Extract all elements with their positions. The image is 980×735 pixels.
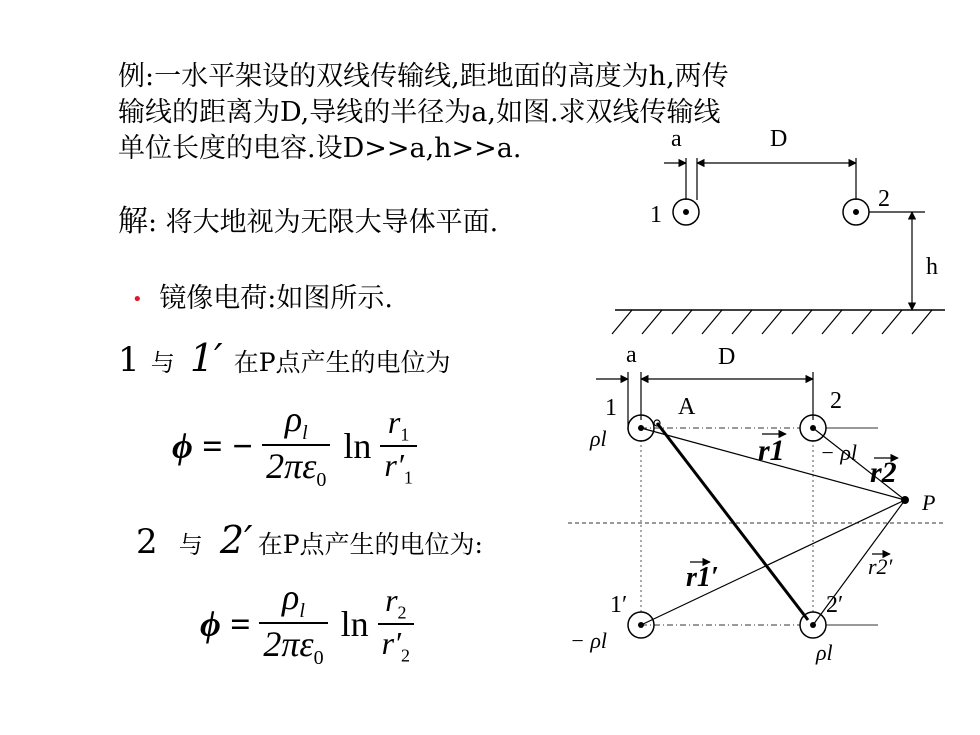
eq1-r-num-sub: 1: [400, 423, 410, 444]
top-label-h: h: [926, 254, 938, 280]
bot-label-P: P: [922, 490, 936, 515]
eq2-r-den-sub: 2: [401, 645, 411, 666]
ground-hatch-mark: [912, 310, 932, 334]
ground-hatch-mark: [762, 310, 782, 334]
ground-hatch-mark: [642, 310, 662, 334]
solution-label: 解: [118, 204, 148, 239]
eq1-num: ρ: [284, 399, 303, 439]
eq1-den-sub: 0: [316, 469, 327, 492]
problem-line-3: 单位长度的电容.设D>>a,h>>a.: [118, 133, 522, 164]
bot-label-r1: r1: [758, 434, 785, 467]
eq1-lhs: ϕ = −: [172, 426, 254, 467]
top-wire-2-center: [853, 209, 859, 215]
top-wire-1-center: [683, 209, 689, 215]
eq1-num-sub: l: [302, 422, 308, 445]
top-figure: [612, 126, 945, 334]
eq2-r-num: r: [385, 581, 398, 618]
bot-label-r2: r2: [870, 456, 897, 489]
bot-label-1: 1: [605, 395, 617, 421]
bot-label-A: A: [678, 394, 696, 420]
top-label-a: a: [671, 126, 682, 152]
ground-hatch-mark: [822, 310, 842, 334]
eq2-den-sub: 0: [313, 647, 324, 670]
ground-hatch-mark: [732, 310, 752, 334]
eq1-intro-word: 与: [150, 349, 175, 377]
eq2-num: ρ: [282, 577, 300, 617]
eq1-r-num: r: [387, 403, 401, 440]
line-r1-prime: [641, 500, 905, 625]
problem-line-1: 例:一水平架设的双线传输线,距地面的高度为h,两传: [118, 61, 729, 92]
bullet-mark: •: [132, 289, 143, 310]
ground-hatch-mark: [702, 310, 722, 334]
bot-label-r2-prime: r2′: [868, 554, 893, 579]
ground-hatch-mark: [672, 310, 692, 334]
eq1-ln: ln: [343, 426, 372, 467]
eq2-den: 2πε: [263, 624, 314, 665]
ground-hatch-mark: [792, 310, 812, 334]
eq2-r-num-sub: 2: [397, 601, 407, 622]
eq2-intro-tail: 在P点产生的电位为:: [257, 530, 483, 559]
eq1-intro-n1p: 1′: [189, 336, 223, 380]
bot-label-a: a: [626, 342, 637, 368]
bottom-figure: [568, 342, 945, 665]
bot-label-neg-rho-2: − ρl: [820, 440, 858, 465]
top-label-1: 1: [650, 202, 662, 228]
eq2-r-den: r′: [381, 624, 402, 661]
eq1-intro-n1: 1: [118, 340, 140, 380]
eq2-intro-word: 与: [178, 531, 203, 559]
ground-hatch: [612, 310, 932, 334]
solution-text: : 将大地视为无限大导体平面.: [148, 207, 499, 238]
bot-label-neg-rho-image: − ρl: [570, 628, 608, 653]
eq2-lhs: ϕ =: [200, 604, 251, 645]
eq2-ln: ln: [340, 604, 369, 645]
bot-label-rho-1: ρl: [590, 426, 607, 451]
eq2-intro-n2p: 2′: [219, 518, 253, 562]
top-label-D: D: [770, 126, 788, 152]
eq1-den: 2πε: [266, 446, 317, 487]
bot-label-1-prime: 1′: [610, 592, 628, 618]
eq1-r-den: r′: [384, 446, 404, 483]
bot-label-r1-prime: r1′: [686, 562, 719, 593]
bot-label-2: 2: [830, 388, 842, 414]
bullet-text: 镜像电荷:如图所示.: [159, 283, 393, 314]
eq1-intro-tail: 在P点产生的电位为: [233, 348, 451, 377]
eq2-num-sub: l: [299, 600, 305, 623]
eq1-r-den-sub: 1: [403, 467, 413, 488]
bot-label-D: D: [718, 344, 736, 370]
ground-hatch-mark: [612, 310, 632, 334]
ground-hatch-mark: [852, 310, 872, 334]
eq2-intro-n2: 2: [136, 522, 158, 562]
ground-hatch-mark: [882, 310, 902, 334]
bot-label-rho-image: ρl: [816, 640, 833, 665]
bot-label-2-prime: 2′: [826, 592, 844, 618]
point-P: [901, 496, 909, 504]
top-label-2: 2: [878, 186, 890, 212]
problem-line-2: 输线的距离为D,导线的半径为a,如图.求双线传输线: [118, 97, 721, 128]
